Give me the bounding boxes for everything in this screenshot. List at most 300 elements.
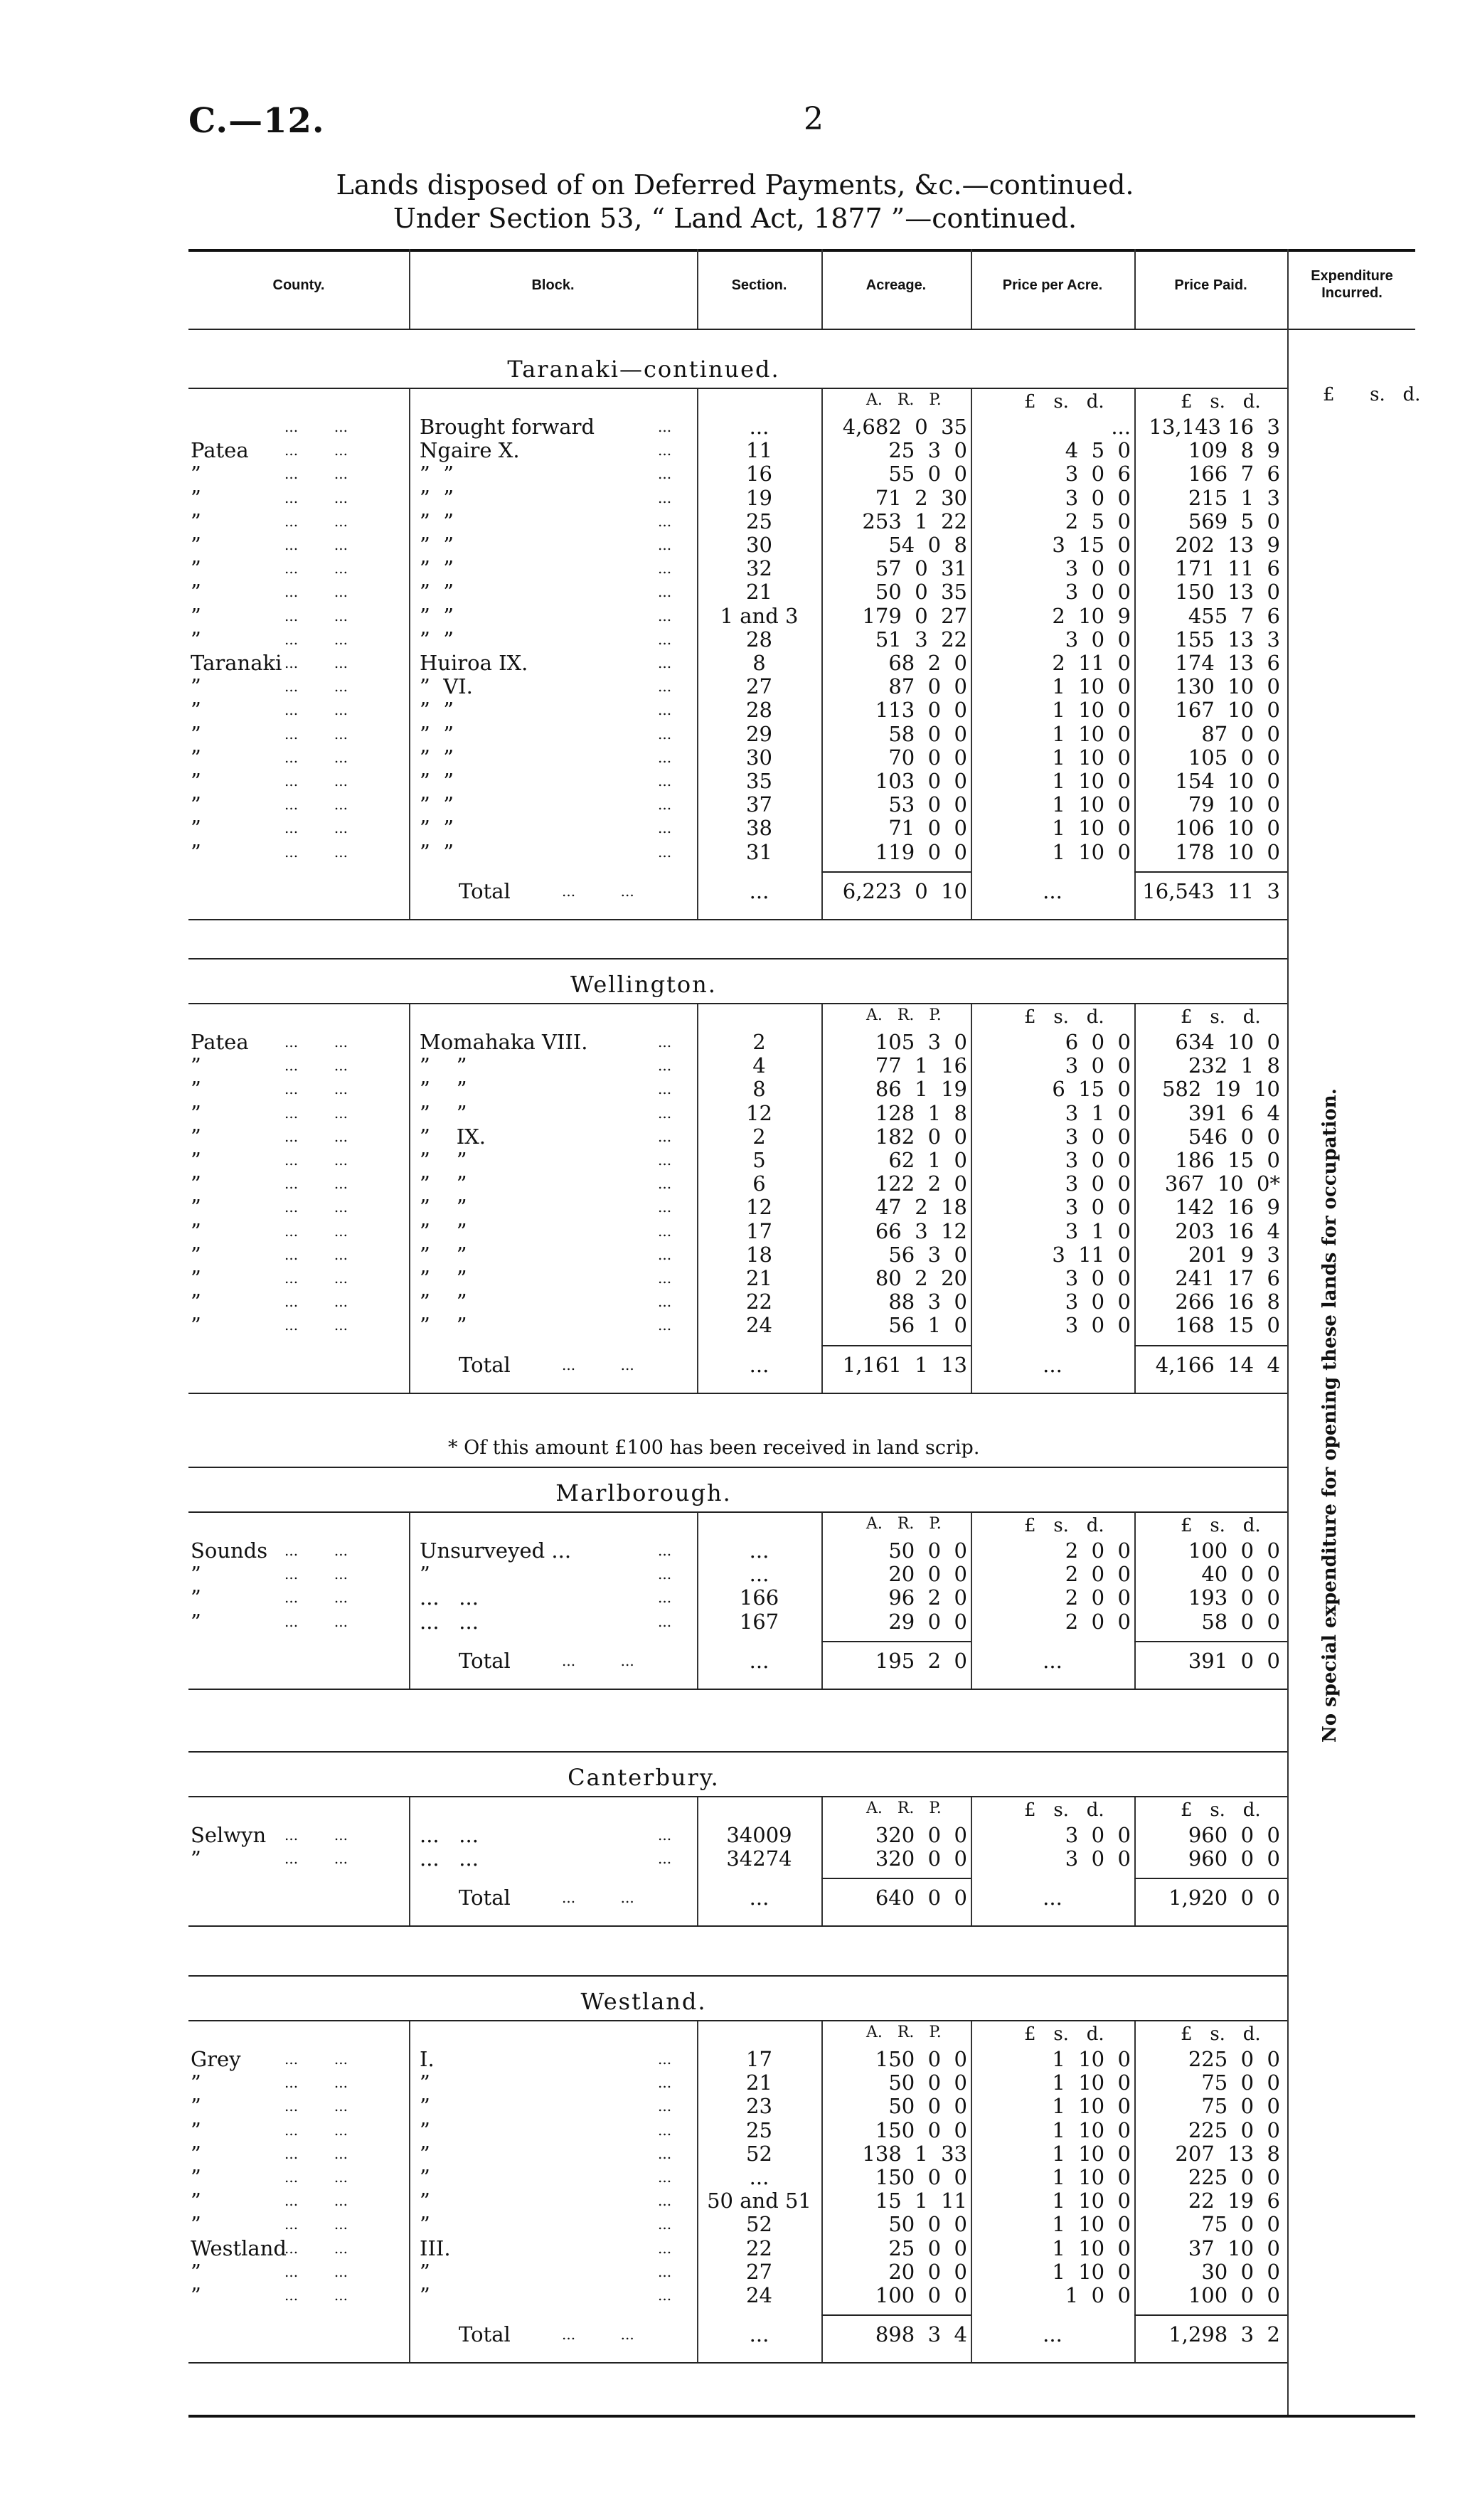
price-per-acre-cell: 3 0 0 [1065, 1266, 1131, 1290]
block-cell: ” [420, 2094, 430, 2119]
total-acreage-cell: 1,161 1 13 [842, 1352, 967, 1377]
county-leader: ... ... [284, 1827, 348, 1844]
block-cell: ” [420, 2070, 430, 2095]
price-per-acre-cell: 1 10 0 [1052, 2165, 1131, 2189]
county-leader: ... ... [284, 512, 348, 530]
section-cell: 25 [746, 509, 772, 533]
column-rule [971, 388, 972, 919]
block-cell: ” ” [420, 1290, 467, 1314]
acreage-unit: A. R. P. [866, 1006, 942, 1024]
county-cell: Taranaki [191, 651, 282, 675]
acreage-cell: 88 3 0 [888, 1290, 967, 1314]
section-cell: 4 [752, 1053, 766, 1078]
acreage-cell: 138 1 33 [862, 2141, 967, 2166]
county-cell: ” [191, 1100, 201, 1125]
block-cell: ” ” [420, 792, 454, 817]
block-leader: ... [658, 2239, 672, 2257]
acreage-cell: 320 0 0 [875, 1846, 967, 1871]
total-label: Total [459, 2322, 511, 2347]
county-leader: ... ... [284, 654, 348, 671]
section-cell: ... [749, 1538, 769, 1563]
page-bottom-rule [188, 2415, 1415, 2418]
price-paid-cell: 225 0 0 [1188, 2165, 1280, 2189]
section-cell: 30 [746, 745, 772, 770]
block-leader: ... [658, 418, 672, 435]
price-paid-cell: 225 0 0 [1188, 2117, 1280, 2142]
acreage-cell: 182 0 0 [875, 1124, 967, 1149]
county-leader: ... ... [284, 465, 348, 483]
acreage-cell: 62 1 0 [888, 1148, 967, 1172]
block-leader: ... [658, 796, 672, 814]
acreage-cell: 68 2 0 [888, 651, 967, 675]
total-top-rule [821, 2314, 971, 2316]
county-cell: ” [191, 1846, 201, 1871]
column-rule [971, 1511, 972, 1689]
total-ppa-cell: ... [1043, 878, 1062, 903]
total-section-cell: ... [749, 878, 769, 903]
block-cell: ” ” [420, 1266, 467, 1290]
total-leader: ... ... [562, 1356, 634, 1373]
block-cell: ” ” [420, 721, 454, 746]
column-rule [1134, 2020, 1136, 2362]
acreage-cell: 320 0 0 [875, 1823, 967, 1847]
total-section-cell: ... [749, 2322, 769, 2347]
acreage-cell: 150 0 0 [875, 2165, 967, 2189]
block-leader: ... [658, 748, 672, 766]
section-title: Taranaki—continued. [507, 356, 780, 383]
price-per-acre-cell: 1 10 0 [1052, 2094, 1131, 2119]
block-cell: ” ” [420, 556, 454, 581]
county-cell: ” [191, 1242, 201, 1267]
block-leader: ... [658, 2216, 672, 2233]
block-cell: ” [420, 2117, 430, 2142]
block-leader: ... [658, 560, 672, 578]
block-leader: ... [658, 2287, 672, 2304]
block-cell: ” ” [420, 698, 454, 723]
total-ppa-cell: ... [1043, 1886, 1062, 1910]
col-header-acreage: Acreage. [866, 277, 927, 293]
county-cell: ” [191, 2165, 201, 2189]
price-per-acre-cell: 3 11 0 [1052, 1242, 1131, 1267]
county-cell: ” [191, 1053, 201, 1078]
price-paid-cell: 174 13 6 [1175, 651, 1280, 675]
acreage-cell: 4,682 0 35 [842, 415, 967, 439]
total-top-rule [1134, 1878, 1287, 1879]
block-cell: ” ” [420, 485, 454, 510]
price-paid-cell: 960 0 0 [1188, 1846, 1280, 1871]
column-rule [1134, 388, 1136, 919]
column-rule [821, 1511, 823, 1689]
block-leader: ... [658, 1127, 672, 1145]
section-bottom-rule [188, 1393, 1287, 1394]
price-paid-cell: 201 9 3 [1188, 1242, 1280, 1267]
col-header-price-paid: Price Paid. [1174, 277, 1247, 293]
price-per-acre-cell: 3 1 0 [1065, 1218, 1131, 1243]
price-per-acre-cell: 3 0 0 [1065, 1846, 1131, 1871]
section-title: Wellington. [570, 971, 717, 998]
section-cell: 28 [746, 627, 772, 652]
price-per-acre-cell: 1 10 0 [1052, 2117, 1131, 2142]
block-cell: ” ” [420, 839, 454, 864]
county-cell: ” [191, 1266, 201, 1290]
acreage-cell: 20 0 0 [888, 1562, 967, 1587]
section-top-rule [188, 958, 1287, 959]
col-header-county: County. [272, 277, 325, 293]
section-cell: 28 [746, 698, 772, 723]
price-per-acre-cell: 2 0 0 [1065, 1538, 1131, 1563]
price-per-acre-cell: 1 10 0 [1052, 2259, 1131, 2284]
county-leader: ... ... [284, 2074, 348, 2092]
header-column-rule [821, 249, 823, 329]
county-leader: ... ... [284, 1589, 348, 1607]
county-cell: ” [191, 627, 201, 652]
county-leader: ... ... [284, 2051, 348, 2068]
total-top-rule [821, 1641, 971, 1642]
acreage-cell: 15 1 11 [875, 2189, 967, 2213]
acreage-cell: 47 2 18 [875, 1195, 967, 1220]
block-cell: ” ” [420, 1053, 467, 1078]
price-per-acre-cell: 1 10 0 [1052, 2212, 1131, 2237]
section-cell: 19 [746, 485, 772, 510]
acreage-cell: 70 0 0 [888, 745, 967, 770]
section-cell: 23 [746, 2094, 772, 2119]
acreage-cell: 179 0 27 [862, 603, 967, 628]
acreage-cell: 50 0 0 [888, 1538, 967, 1563]
acreage-cell: 54 0 8 [888, 533, 967, 557]
block-leader: ... [658, 1222, 672, 1240]
total-label: Total [459, 878, 511, 903]
price-paid-cell: 155 13 3 [1175, 627, 1280, 652]
acreage-cell: 50 0 0 [888, 2094, 967, 2119]
acreage-cell: 80 2 20 [875, 1266, 967, 1290]
total-section-cell: ... [749, 1648, 769, 1673]
block-cell: ... ... [420, 1585, 479, 1610]
column-rule [409, 2020, 410, 2362]
price-per-acre-cell: 3 0 0 [1065, 1313, 1131, 1338]
section-cell: 34274 [726, 1846, 792, 1871]
section-cell: ... [749, 415, 769, 439]
price-per-acre-cell: 3 0 0 [1065, 1823, 1131, 1847]
county-leader: ... ... [284, 1612, 348, 1630]
price-per-acre-cell: 3 0 0 [1065, 1171, 1131, 1196]
acreage-cell: 100 0 0 [875, 2283, 967, 2307]
block-leader: ... [658, 1827, 672, 1844]
column-rule [697, 1796, 698, 1925]
acreage-cell: 50 0 0 [888, 2212, 967, 2237]
price-per-acre-cell: 1 0 0 [1065, 2283, 1131, 2307]
block-leader: ... [658, 678, 672, 696]
county-leader: ... ... [284, 583, 348, 601]
total-leader: ... ... [562, 1889, 634, 1907]
total-ppa-cell: ... [1043, 1352, 1062, 1377]
county-cell: ” [191, 839, 201, 864]
county-cell: ” [191, 769, 201, 793]
section-cell: 5 [752, 1148, 766, 1172]
price-per-acre-cell: 1 10 0 [1052, 2047, 1131, 2071]
block-leader: ... [658, 1057, 672, 1075]
column-rule [821, 2020, 823, 2362]
header-column-rule [697, 249, 698, 329]
acreage-cell: 71 0 0 [888, 816, 967, 841]
section-cell: ... [749, 1562, 769, 1587]
block-cell: ” [420, 2212, 430, 2237]
price-per-acre-cell: 1 10 0 [1052, 816, 1131, 841]
section-cell: 34009 [726, 1823, 792, 1847]
price-paid-cell: 75 0 0 [1201, 2212, 1280, 2237]
section-bottom-rule [188, 2362, 1287, 2364]
county-leader: ... ... [284, 2098, 348, 2115]
acreage-cell: 56 3 0 [888, 1242, 967, 1267]
county-cell: ” [191, 556, 201, 581]
total-acreage-cell: 6,223 0 10 [842, 878, 967, 903]
block-cell: ” ” [420, 1148, 467, 1172]
price-paid-cell: 203 16 4 [1175, 1218, 1280, 1243]
block-leader: ... [658, 536, 672, 553]
header-top-rule [188, 249, 1415, 252]
acreage-unit: A. R. P. [866, 391, 942, 409]
section-cell: 2 [752, 1124, 766, 1149]
county-cell: ” [191, 1124, 201, 1149]
block-cell: Huiroa IX. [420, 651, 528, 675]
price-per-acre-cell: 4 5 0 [1065, 438, 1131, 463]
price-per-acre-cell: ... [1111, 415, 1131, 439]
price-per-acre-cell: 1 10 0 [1052, 2235, 1131, 2260]
acreage-cell: 53 0 0 [888, 792, 967, 817]
price-per-acre-cell: 6 0 0 [1065, 1030, 1131, 1054]
block-cell: ” ” [420, 769, 454, 793]
acreage-unit: A. R. P. [866, 2024, 942, 2041]
section-cell: 24 [746, 1313, 772, 1338]
block-leader: ... [658, 2192, 672, 2210]
section-cell: 31 [746, 839, 772, 864]
price-paid-cell: 569 5 0 [1188, 509, 1280, 533]
total-ppa-cell: ... [1043, 1648, 1062, 1673]
price-per-acre-cell: 3 0 0 [1065, 627, 1131, 652]
block-leader: ... [658, 630, 672, 648]
section-cell: 30 [746, 533, 772, 557]
block-cell: ” VI. [420, 674, 473, 699]
county-cell: ” [191, 816, 201, 841]
paid-unit: £ s. d. [1181, 1006, 1261, 1028]
price-per-acre-cell: 1 10 0 [1052, 792, 1131, 817]
county-cell: ” [191, 1218, 201, 1243]
section-cell: 37 [746, 792, 772, 817]
column-rule [697, 1511, 698, 1689]
county-leader: ... ... [284, 607, 348, 624]
page-number: 2 [804, 101, 824, 137]
col-header-price-per-acre: Price per Acre. [1002, 277, 1103, 293]
acreage-cell: 71 2 30 [875, 485, 967, 510]
county-leader: ... ... [284, 1198, 348, 1216]
block-cell: ” ” [420, 745, 454, 770]
acreage-cell: 58 0 0 [888, 721, 967, 746]
county-cell: ” [191, 2259, 201, 2284]
county-cell: Sounds [191, 1538, 268, 1563]
total-top-rule [821, 871, 971, 873]
column-rule [409, 1003, 410, 1393]
section-cell: 50 and 51 [707, 2189, 811, 2213]
county-leader: ... ... [284, 442, 348, 459]
acreage-cell: 56 1 0 [888, 1313, 967, 1338]
block-cell: ” ” [420, 462, 454, 487]
county-cell: ” [191, 1290, 201, 1314]
county-cell: ” [191, 2283, 201, 2307]
price-paid-cell: 75 0 0 [1201, 2094, 1280, 2119]
county-leader: ... ... [284, 1127, 348, 1145]
section-cell: 32 [746, 556, 772, 581]
section-title: Canterbury. [568, 1764, 720, 1791]
price-paid-cell: 109 8 9 [1188, 438, 1280, 463]
block-leader: ... [658, 654, 672, 671]
county-leader: ... ... [284, 1104, 348, 1122]
block-leader: ... [658, 2051, 672, 2068]
paid-unit: £ s. d. [1181, 1515, 1261, 1536]
county-leader: ... ... [284, 489, 348, 506]
acreage-cell: 50 0 0 [888, 2070, 967, 2095]
total-leader: ... ... [562, 882, 634, 900]
column-rule [971, 1796, 972, 1925]
county-cell: ” [191, 1313, 201, 1338]
county-cell: Westland [191, 2235, 287, 2260]
section-cell: 29 [746, 721, 772, 746]
price-paid-cell: 266 16 8 [1175, 1290, 1280, 1314]
county-leader: ... ... [284, 560, 348, 578]
county-cell: ” [191, 1562, 201, 1587]
block-leader: ... [658, 1033, 672, 1051]
county-cell: ” [191, 485, 201, 510]
price-per-acre-cell: 3 1 0 [1065, 1100, 1131, 1125]
block-leader: ... [658, 2144, 672, 2162]
county-leader: ... ... [284, 1057, 348, 1075]
block-leader: ... [658, 819, 672, 837]
block-cell: Brought forward [420, 415, 595, 439]
block-leader: ... [658, 2169, 672, 2186]
total-top-rule [821, 1878, 971, 1879]
block-leader: ... [658, 512, 672, 530]
block-cell: ” [420, 2165, 430, 2189]
total-paid-cell: 1,920 0 0 [1168, 1886, 1280, 1910]
county-cell: ” [191, 721, 201, 746]
block-cell: ” [420, 2189, 430, 2213]
side-note-text: No special expenditure for opening these lands for occupation. [1319, 1088, 1341, 1743]
total-acreage-cell: 195 2 0 [875, 1648, 967, 1673]
section-cell: 27 [746, 2259, 772, 2284]
block-leader: ... [658, 1152, 672, 1169]
total-ppa-cell: ... [1043, 2322, 1062, 2347]
price-per-acre-cell: 2 11 0 [1052, 651, 1131, 675]
col-header-expenditure: Expenditure Incurred. [1311, 268, 1393, 301]
section-bottom-rule [188, 919, 1287, 920]
price-paid-cell: 225 0 0 [1188, 2047, 1280, 2071]
total-top-rule [821, 1345, 971, 1346]
section-cell: 22 [746, 2235, 772, 2260]
section-cell: 17 [746, 1218, 772, 1243]
expenditure-rule [1287, 249, 1289, 2415]
block-leader: ... [658, 843, 672, 861]
section-top-rule [188, 1751, 1287, 1753]
block-cell: ” ” [420, 1218, 467, 1243]
block-cell: I. [420, 2047, 435, 2071]
price-paid-cell: 22 19 6 [1188, 2189, 1280, 2213]
block-leader: ... [658, 465, 672, 483]
acreage-cell: 103 0 0 [875, 769, 967, 793]
total-paid-cell: 4,166 14 4 [1155, 1352, 1280, 1377]
total-label: Total [459, 1648, 511, 1673]
price-paid-cell: 167 10 0 [1175, 698, 1280, 723]
block-leader: ... [658, 1565, 672, 1583]
county-leader: ... ... [284, 1033, 348, 1051]
county-leader: ... ... [284, 678, 348, 696]
county-leader: ... ... [284, 2169, 348, 2186]
county-leader: ... ... [284, 1080, 348, 1098]
price-paid-cell: 79 10 0 [1188, 792, 1280, 817]
price-paid-cell: 178 10 0 [1175, 839, 1280, 864]
section-title: Marlborough. [555, 1479, 732, 1506]
price-per-acre-cell: 3 0 0 [1065, 1148, 1131, 1172]
county-leader: ... ... [284, 772, 348, 790]
price-paid-cell: 166 7 6 [1188, 462, 1280, 487]
price-per-acre-cell: 2 10 9 [1052, 603, 1131, 628]
block-cell: ” ” [420, 603, 454, 628]
acreage-cell: 29 0 0 [888, 1609, 967, 1634]
block-cell: Ngaire X. [420, 438, 520, 463]
footnote: * Of this amount £100 has been received in land scrip. [448, 1437, 980, 1459]
total-leader: ... ... [562, 2326, 634, 2344]
ppa-unit: £ s. d. [1024, 2024, 1104, 2045]
block-cell: ” ” [420, 627, 454, 652]
section-cell: 18 [746, 1242, 772, 1267]
block-leader: ... [658, 1245, 672, 1263]
block-cell: ” IX. [420, 1124, 486, 1149]
county-cell: Patea [191, 438, 249, 463]
block-leader: ... [658, 1175, 672, 1193]
price-paid-cell: 142 16 9 [1175, 1195, 1280, 1220]
col-header-block: Block. [531, 277, 575, 293]
block-leader: ... [658, 2121, 672, 2139]
column-rule [821, 1796, 823, 1925]
block-leader: ... [658, 1542, 672, 1559]
price-paid-cell: 100 0 0 [1188, 2283, 1280, 2307]
acreage-unit: A. R. P. [866, 1799, 942, 1817]
county-cell: ” [191, 1609, 201, 1634]
block-cell: ” ” [420, 580, 454, 605]
block-cell: III. [420, 2235, 451, 2260]
price-paid-cell: 30 0 0 [1201, 2259, 1280, 2284]
county-leader: ... ... [284, 1270, 348, 1287]
county-leader: ... ... [284, 2216, 348, 2233]
block-leader: ... [658, 1612, 672, 1630]
section-title-rule [188, 2020, 1287, 2021]
column-rule [409, 1511, 410, 1689]
acreage-cell: 51 3 22 [875, 627, 967, 652]
county-cell: ” [191, 1585, 201, 1610]
price-per-acre-cell: 2 0 0 [1065, 1562, 1131, 1587]
section-cell: 52 [746, 2212, 772, 2237]
column-rule [1134, 1003, 1136, 1393]
price-per-acre-cell: 3 15 0 [1052, 533, 1131, 557]
county-cell: ” [191, 2212, 201, 2237]
block-leader: ... [658, 1317, 672, 1334]
price-paid-cell: 207 13 8 [1175, 2141, 1280, 2166]
block-cell: ... ... [420, 1846, 479, 1871]
section-cell: 6 [752, 1171, 766, 1196]
price-paid-cell: 202 13 9 [1175, 533, 1280, 557]
block-leader: ... [658, 1293, 672, 1311]
county-cell: ” [191, 745, 201, 770]
county-leader: ... ... [284, 2192, 348, 2210]
table-title: Lands disposed of on Deferred Payments, &c.—continued. [336, 169, 1134, 201]
acreage-cell: 113 0 0 [875, 698, 967, 723]
